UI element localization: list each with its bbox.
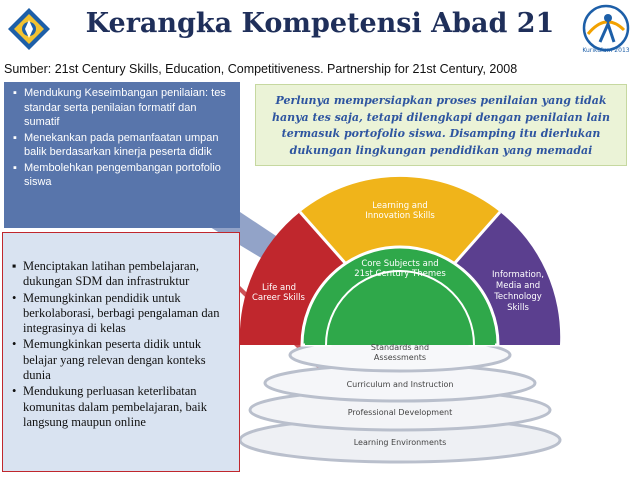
assessment-point: ▪ Mendukung Keseimbangan penilaian: tes standar serta penilaian formatif dan sumatif xyxy=(24,86,234,130)
environment-point: • Memungkinkan pendidik untuk berkolaborasi, berbagi pengalaman dan integrasinya di kelas xyxy=(23,291,233,337)
learning-environment-points-box xyxy=(2,232,240,472)
label-info-media-3: Technology xyxy=(494,292,542,302)
label-standards: Standards and xyxy=(370,343,430,352)
source-citation: Sumber: 21st Century Skills, Education, Competitiveness. Partnership for 21st Century, 2008 xyxy=(4,62,518,76)
label-life-career-2: Career Skills xyxy=(252,293,305,303)
label-core-subjects-2: 21st Century Themes xyxy=(354,269,446,279)
label-professional-development: Professional Development xyxy=(347,408,453,417)
label-core-subjects-1: Core Subjects and xyxy=(361,259,439,269)
assessment-note-box xyxy=(255,84,627,166)
kurikulum-2013-logo xyxy=(580,4,632,54)
page-title: Kerangka Kompetensi Abad 21 xyxy=(85,8,555,39)
label-life-career-1: Life and xyxy=(262,283,297,293)
logo-right-text: Kurikulum 2013 xyxy=(582,47,630,54)
assessment-points-box xyxy=(4,82,240,228)
label-learning-innovation-2: Innovation Skills xyxy=(365,211,435,221)
assessment-point: ▪ Menekankan pada pemanfaatan umpan balik berdasarkan kinerja peserta didik xyxy=(24,131,234,160)
environment-point: ▪ Menciptakan latihan pembelajaran, dukungan SDM dan infrastruktur xyxy=(23,259,233,290)
label-learning-innovation-1: Learning and xyxy=(372,201,428,211)
label-learning-environments: Learning Environments xyxy=(353,438,447,447)
label-info-media-1: Information, xyxy=(492,270,544,280)
assessment-note-text: Perlunya mempersiapkan proses penilaian yang tidak hanya tes saja, tetapi dilengkapi dengan penilaian lain termasuk portofolio siswa. Disamping itu dierlukan dukungan lingkungan pendidikan yang memadai xyxy=(272,94,610,157)
label-curriculum-instruction: Curriculum and Instruction xyxy=(346,380,454,389)
label-info-media-4: Skills xyxy=(507,303,529,313)
tut-wuri-handayani-logo xyxy=(6,6,52,52)
environment-point: • Memungkinkan peserta didik untuk belajar yang relevan dengan konteks dunia xyxy=(23,337,233,383)
environment-point: • Mendukung perluasan keterlibatan komunitas dalam pembelajaran, baik langsung maupun online xyxy=(23,384,233,430)
assessment-point: ▪ Membolehkan pengembangan portofolio siswa xyxy=(24,161,234,190)
label-assessments: Assessments xyxy=(373,353,427,362)
label-info-media-2: Media and xyxy=(495,281,541,291)
